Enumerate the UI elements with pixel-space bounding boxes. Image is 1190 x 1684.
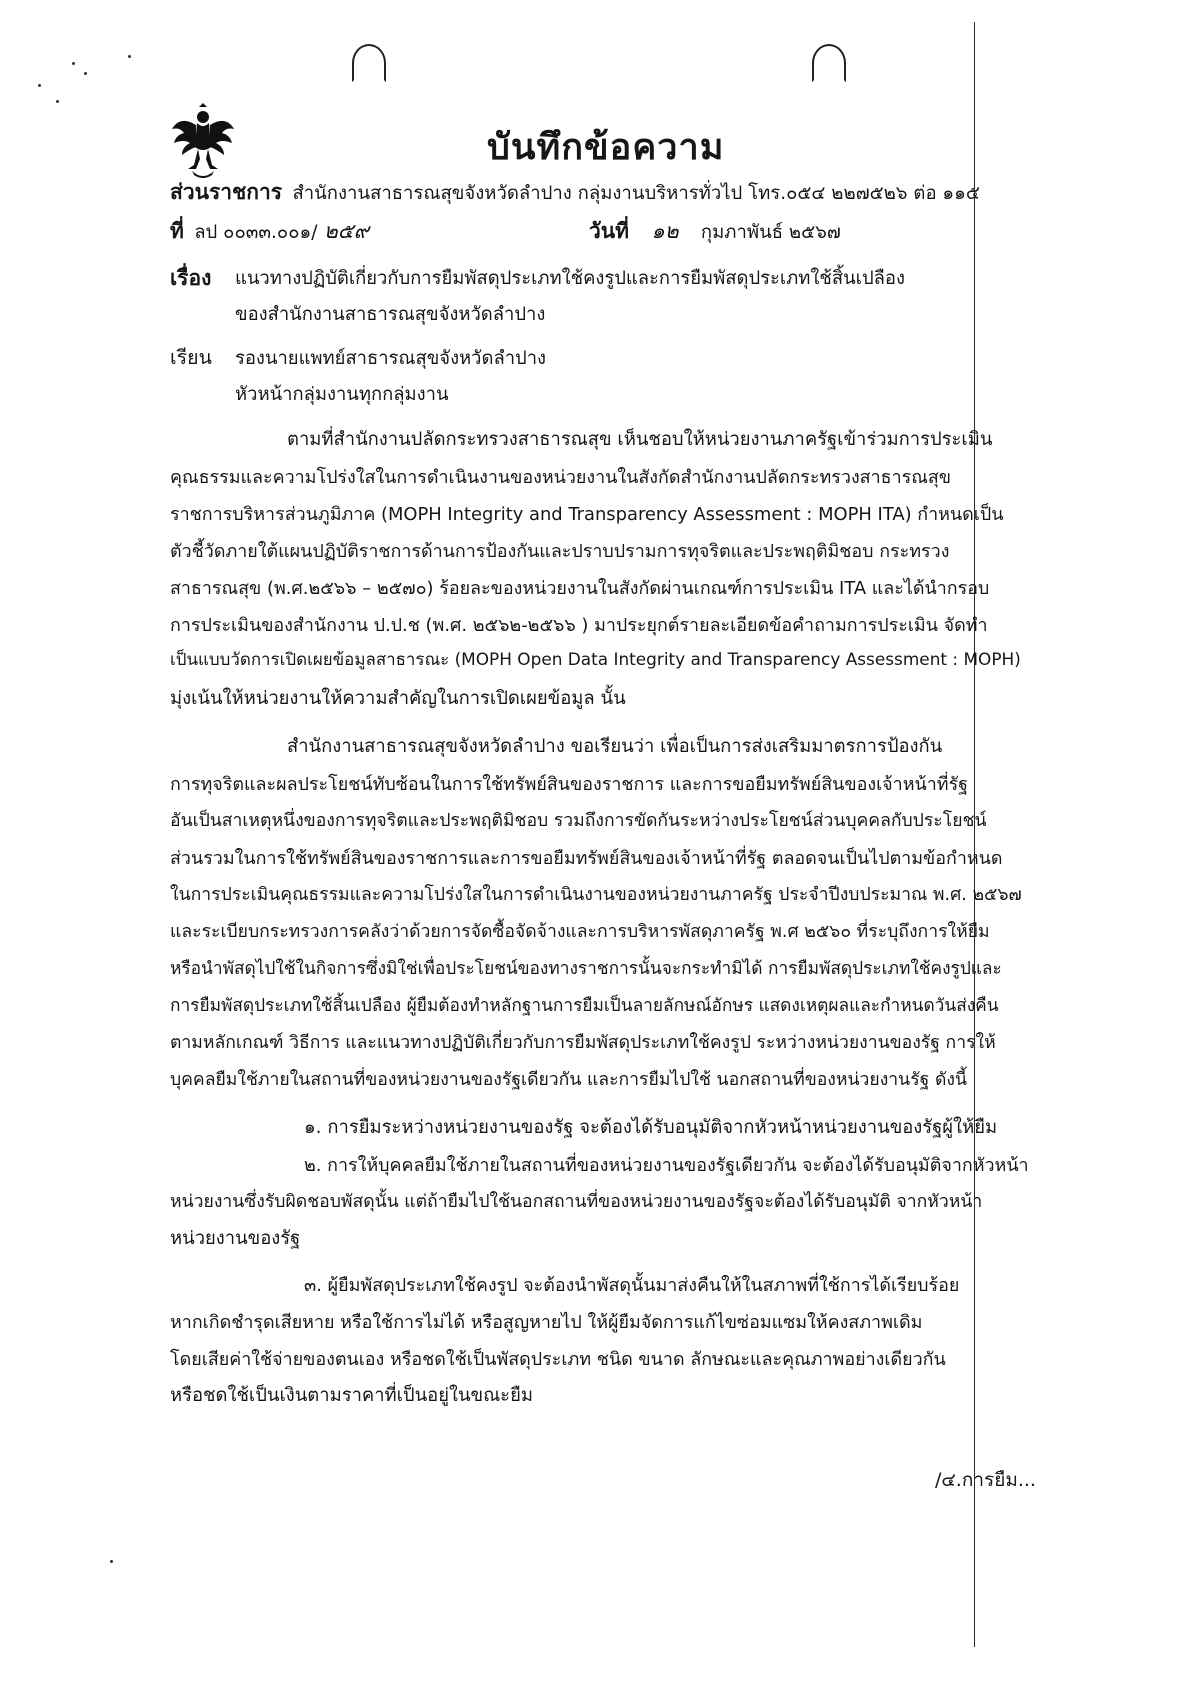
agency-text: สำนักงานสาธารณสุขจังหวัดลำปาง กลุ่มงานบริหารทั่วไป โทร.๐๕๔ ๒๒๗๕๒๖ ต่อ ๑๑๕ <box>292 183 980 204</box>
item-3-line: หรือชดใช้เป็นเงินตามราคาที่เป็นอยู่ในขณะยืม <box>170 1385 533 1406</box>
to-label: เรียน <box>170 346 212 369</box>
paragraph-1-line: ราชการบริหารส่วนภูมิภาค (MOPH Integrity and Transparency Assessment : MOPH ITA) กำหนดเป็น <box>170 504 1004 525</box>
subject-line: แนวทางปฏิบัติเกี่ยวกับการยืมพัสดุประเภทใช้คงรูปและการยืมพัสดุประเภทใช้สิ้นเปลือง <box>235 268 905 289</box>
item-2-line: หน่วยงานซึ่งรับผิดชอบพัสดุนั้น แต่ถ้ายืมไปใช้นอกสถานที่ของหน่วยงานของรัฐจะต้องได้รับอนุมัติ จากหัวหน้า <box>170 1192 983 1212</box>
reference-row <box>170 215 369 248</box>
agency-row <box>170 176 980 209</box>
item-3-line: โดยเสียค่าใช้จ่ายของตนเอง หรือชดใช้เป็นพัสดุประเภท ชนิด ขนาด ลักษณะและคุณภาพอย่างเดียวกัน <box>170 1349 946 1370</box>
reference-handwritten-number: ๒๕๙ <box>323 219 369 243</box>
punch-hole-left <box>352 44 386 82</box>
scan-speck <box>72 62 75 65</box>
item-2-line: หน่วยงานของรัฐ <box>170 1228 301 1249</box>
paragraph-2-line: และระเบียบกระทรวงการคลังว่าด้วยการจัดซื้อจัดจ้างและการบริหารพัสดุภาครัฐ พ.ศ ๒๕๖๐ ที่ระบุถึงการให้ยืม <box>170 922 990 942</box>
paragraph-1-line: คุณธรรมและความโปร่งใสในการดำเนินงานของหน่วยงานในสังกัดสำนักงานปลัดกระทรวงสาธารณสุข <box>170 467 951 488</box>
garuda-emblem-icon <box>170 103 236 181</box>
date-label: วันที่ <box>589 219 629 243</box>
memo-title: บันทึกข้อความ <box>487 127 725 168</box>
paragraph-2-line: ส่วนรวมในการใช้ทรัพย์สินของราชการและการขอยืมทรัพย์สินของเจ้าหน้าที่รัฐ ตลอดจนเป็นไปตามข้อกำหนด <box>170 848 1003 869</box>
paragraph-2-line: ตามหลักเกณฑ์ วิธีการ และแนวทางปฏิบัติเกี่ยวกับการยืมพัสดุประเภทใช้คงรูป ระหว่างหน่วยงานของรัฐ การให้ <box>170 1033 996 1053</box>
scan-speck <box>110 1560 113 1563</box>
scan-speck <box>128 55 131 58</box>
item-1-line: ๑. การยืมระหว่างหน่วยงานของรัฐ จะต้องได้รับอนุมัติจากหัวหน้าหน่วยงานของรัฐผู้ให้ยืม <box>304 1117 998 1138</box>
punch-hole-right <box>812 44 846 82</box>
date-month-year: กุมภาพันธ์ ๒๕๖๗ <box>700 222 841 243</box>
recipient-line: หัวหน้ากลุ่มงานทุกกลุ่มงาน <box>235 384 449 405</box>
paragraph-1-line: มุ่งเน้นให้หน่วยงานให้ความสำคัญในการเปิดเผยข้อมูล นั้น <box>170 688 626 709</box>
item-3-line: ๓. ผู้ยืมพัสดุประเภทใช้คงรูป จะต้องนำพัสดุนั้นมาส่งคืนให้ในสภาพที่ใช้การได้เรียบร้อย <box>304 1275 960 1296</box>
date-handwritten-day: ๑๒ <box>651 219 679 243</box>
item-3-line: หากเกิดชำรุดเสียหาย หรือใช้การไม่ได้ หรือสูญหายไป ให้ผู้ยืมจัดการแก้ไขซ่อมแซมให้คงสภาพเดิม <box>170 1312 923 1333</box>
paragraph-2-line: บุคคลยืมใช้ภายในสถานที่ของหน่วยงานของรัฐเดียวกัน และการยืมไปใช้ นอกสถานที่ของหน่วยงานรัฐ ดังนี้ <box>170 1070 967 1090</box>
paragraph-2-line: การทุจริตและผลประโยชน์ทับซ้อนในการใช้ทรัพย์สินของราชการ และการขอยืมทรัพย์สินของเจ้าหน้าที่รัฐ <box>170 774 969 795</box>
reference-label: ที่ <box>170 219 184 243</box>
item-2-line: ๒. การให้บุคคลยืมใช้ภายในสถานที่ของหน่วยงานของรัฐเดียวกัน จะต้องได้รับอนุมัติจากหัวหน้า <box>304 1155 1029 1176</box>
scan-fold-line <box>974 22 975 1647</box>
scan-speck <box>56 100 59 103</box>
scan-speck <box>84 72 87 75</box>
paragraph-1-line: เป็นแบบวัดการเปิดเผยข้อมูลสาธารณะ (MOPH Open Data Integrity and Transparency Assessment : MOPH) <box>170 649 1021 669</box>
agency-label: ส่วนราชการ <box>170 180 283 204</box>
paragraph-2-line: การยืมพัสดุประเภทใช้สิ้นเปลือง ผู้ยืมต้องทำหลักฐานการยืมเป็นลายลักษณ์อักษร แสดงเหตุผลและกำหนดวันส่งคืน <box>170 996 999 1016</box>
subject-line: ของสำนักงานสาธารณสุขจังหวัดลำปาง <box>235 304 546 325</box>
paragraph-2-line: ในการประเมินคุณธรรมและความโปร่งใสในการดำเนินงานของหน่วยงานภาครัฐ ประจำปีงบประมาณ พ.ศ. ๒๕๖๗ <box>170 885 1022 905</box>
paragraph-2-line: หรือนำพัสดุไปใช้ในกิจการซึ่งมิใช่เพื่อประโยชน์ของทางราชการนั้นจะกระทำมิได้ การยืมพัสดุประเภทใช้คงรูปและ <box>170 959 1002 979</box>
recipient-line: รองนายแพทย์สาธารณสุขจังหวัดลำปาง <box>235 348 547 369</box>
paragraph-1-line: ตามที่สำนักงานปลัดกระทรวงสาธารณสุข เห็นชอบให้หน่วยงานภาครัฐเข้าร่วมการประเมิน <box>287 429 993 450</box>
paragraph-1-line: การประเมินของสำนักงาน ป.ป.ช (พ.ศ. ๒๕๖๒-๒๕๖๖ ) มาประยุกต์รายละเอียดข้อคำถามการประเมิน จัดทำ <box>170 615 988 636</box>
date-row <box>589 215 841 248</box>
paragraph-2-line: สำนักงานสาธารณสุขจังหวัดลำปาง ขอเรียนว่า เพื่อเป็นการส่งเสริมมาตรการป้องกัน <box>287 736 943 757</box>
reference-number: ลป ๐๐๓๓.๐๐๑/ <box>194 222 318 243</box>
paragraph-1-line: สาธารณสุข (พ.ศ.๒๕๖๖ – ๒๕๗๐) ร้อยละของหน่วยงานในสังกัดผ่านเกณฑ์การประเมิน ITA และได้นำกรอบ <box>170 578 990 599</box>
paragraph-1-line: ตัวชี้วัดภายใต้แผนปฏิบัติราชการด้านการป้องกันและปราบปรามการทุจริตและประพฤติมิชอบ กระทรวง <box>170 541 950 562</box>
continuation-note: /๔.การยืม... <box>935 1469 1036 1491</box>
subject-label: เรื่อง <box>170 266 212 290</box>
scan-speck <box>38 84 41 87</box>
paragraph-2-line: อันเป็นสาเหตุหนึ่งของการทุจริตและประพฤติมิชอบ รวมถึงการขัดกันระหว่างประโยชน์ส่วนบุคคลกับประโยชน์ <box>170 811 987 831</box>
